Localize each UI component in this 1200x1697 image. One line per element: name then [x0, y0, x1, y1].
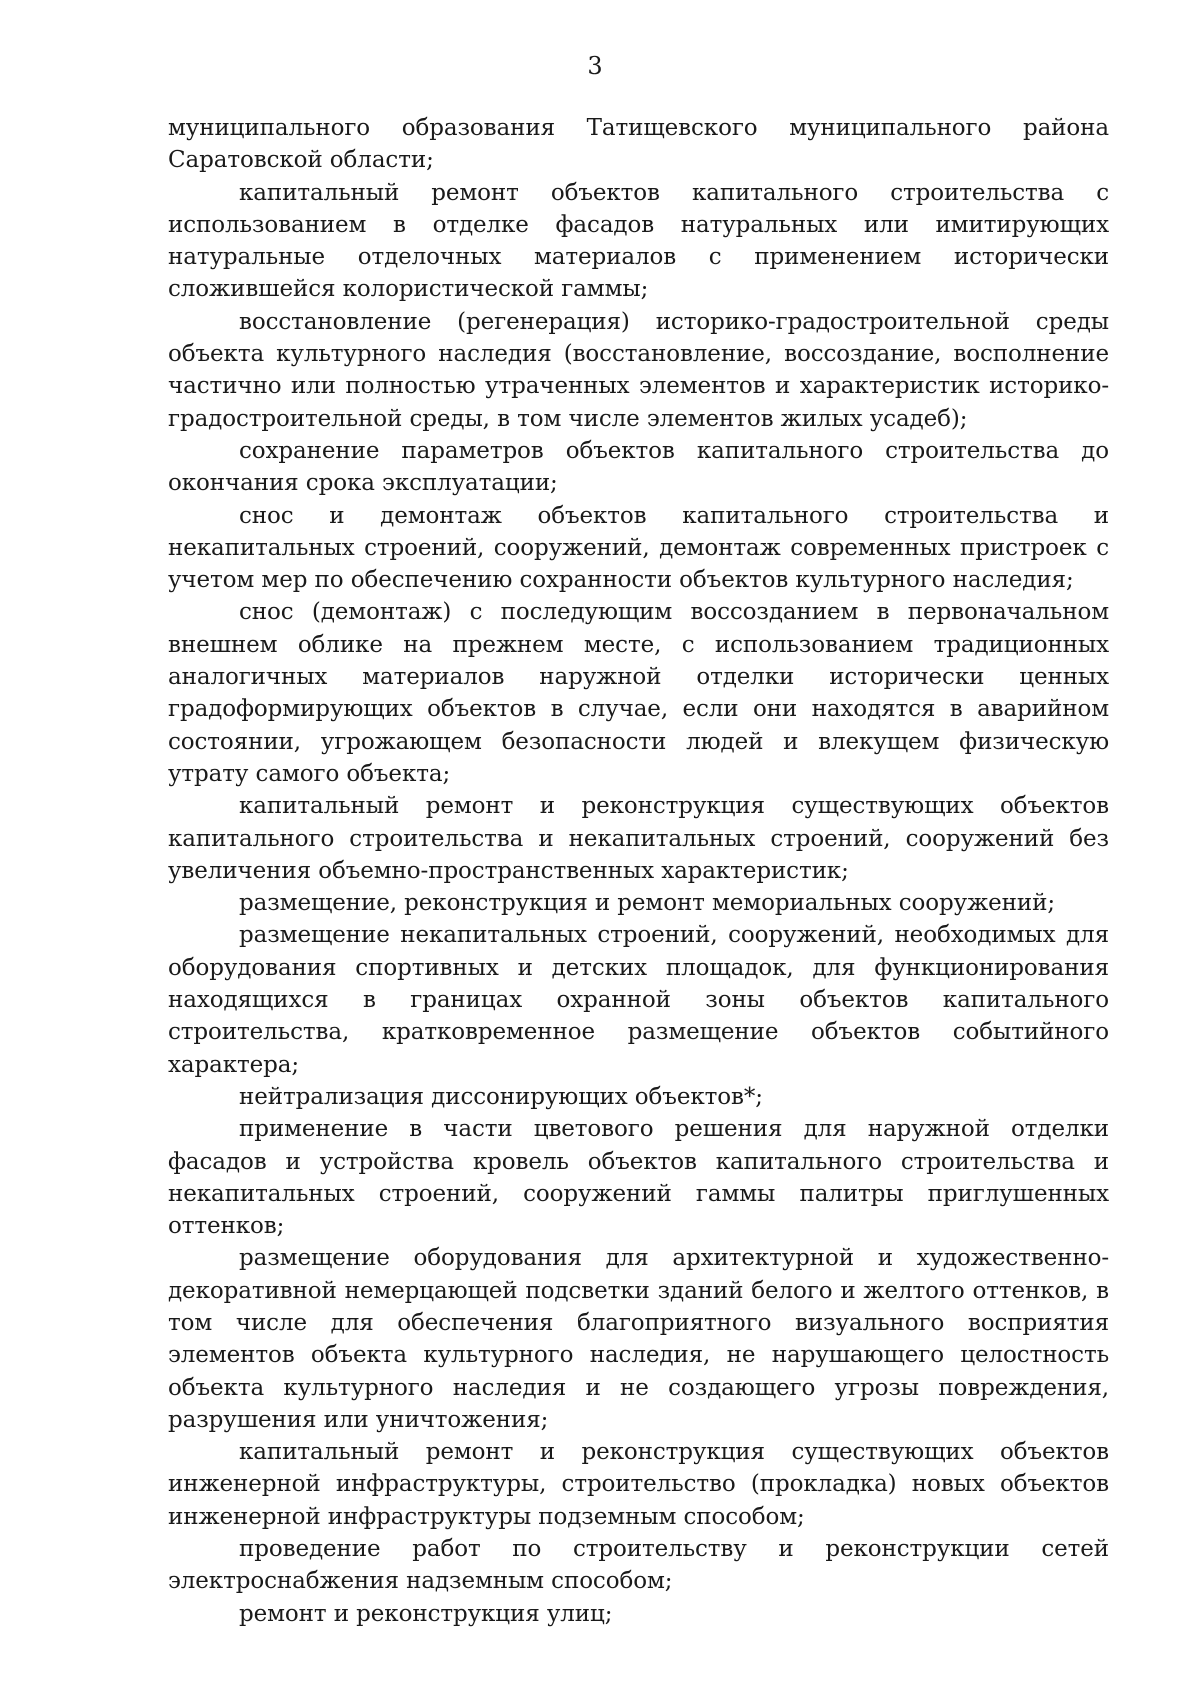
paragraph: муниципального образования Татищевского муниципального района Саратовской области;: [168, 115, 1109, 174]
paragraph: снос и демонтаж объектов капитального строительства и некапитальных строений, сооружений, демонтаж современных пристроек с учетом мер по обеспечению сохранности объектов культурного наследия;: [168, 502, 1109, 594]
paragraph: капитальный ремонт и реконструкция существующих объектов инженерной инфраструктуры, строительство (прокладка) новых объектов инженерной инфраструктуры подземным способом;: [168, 1439, 1109, 1530]
paragraph: сохранение параметров объектов капитального строительства до окончания срока эксплуатации;: [168, 437, 1109, 497]
paragraph: применение в части цветового решения для наружной отделки фасадов и устройства кровель объектов капитального строительства и некапитальных строений, сооружений гаммы палитры приглушенных оттенков;: [168, 1116, 1109, 1240]
paragraph: снос (демонтаж) с последующим воссозданием в первоначальном внешнем облике на прежнем месте, с использованием традиционных аналогичных материалов наружной отделки исторически ценных градоформирующих объектов в случае, если они находятся в аварийном состоянии, угрожающем безопасности людей и влекущем физическую утрату самого объекта;: [168, 599, 1109, 787]
paragraph: проведение работ по строительству и реконструкции сетей электроснабжения надземным способом;: [168, 1536, 1109, 1595]
page-number: 3: [587, 52, 603, 80]
paragraph: капитальный ремонт объектов капитального строительства с использованием в отделке фасадов натуральных или имитирующих натуральные отделочных материалов с применением исторически сложившейся колористической гаммы;: [168, 179, 1109, 303]
paragraph: ремонт и реконструкция улиц;: [239, 1600, 613, 1627]
document-body: [168, 112, 1109, 1630]
paragraph: капитальный ремонт и реконструкция существующих объектов капитального строительства и некапитальных строений, сооружений без увеличения объемно-пространственных характеристик;: [168, 793, 1109, 884]
paragraph: размещение некапитальных строений, сооружений, необходимых для оборудования спортивных и детских площадок, для функционирования находящихся в границах охранной зоны объектов капитального строительства, кратковременное размещение объектов событийного характера;: [168, 922, 1109, 1078]
paragraph: размещение оборудования для архитектурной и художественно-декоративной немерцающей подсветки зданий белого и желтого оттенков, в том числе для обеспечения благоприятного визуального восприятия элементов объекта культурного наследия, не нарушающего целостность объекта культурного наследия и не создающего угрозы повреждения, разрушения или уничтожения;: [168, 1245, 1109, 1433]
paragraph: размещение, реконструкция и ремонт мемориальных сооружений;: [239, 890, 1056, 917]
paragraph: восстановление (регенерация) историко-градостроительной среды объекта культурного наследия (восстановление, воссоздание, восполнение частично или полностью утраченных элементов и характеристик историко-градостроительной среды, в том числе элементов жилых усадеб);: [168, 308, 1109, 432]
paragraph: нейтрализация диссонирующих объектов*;: [239, 1083, 763, 1110]
